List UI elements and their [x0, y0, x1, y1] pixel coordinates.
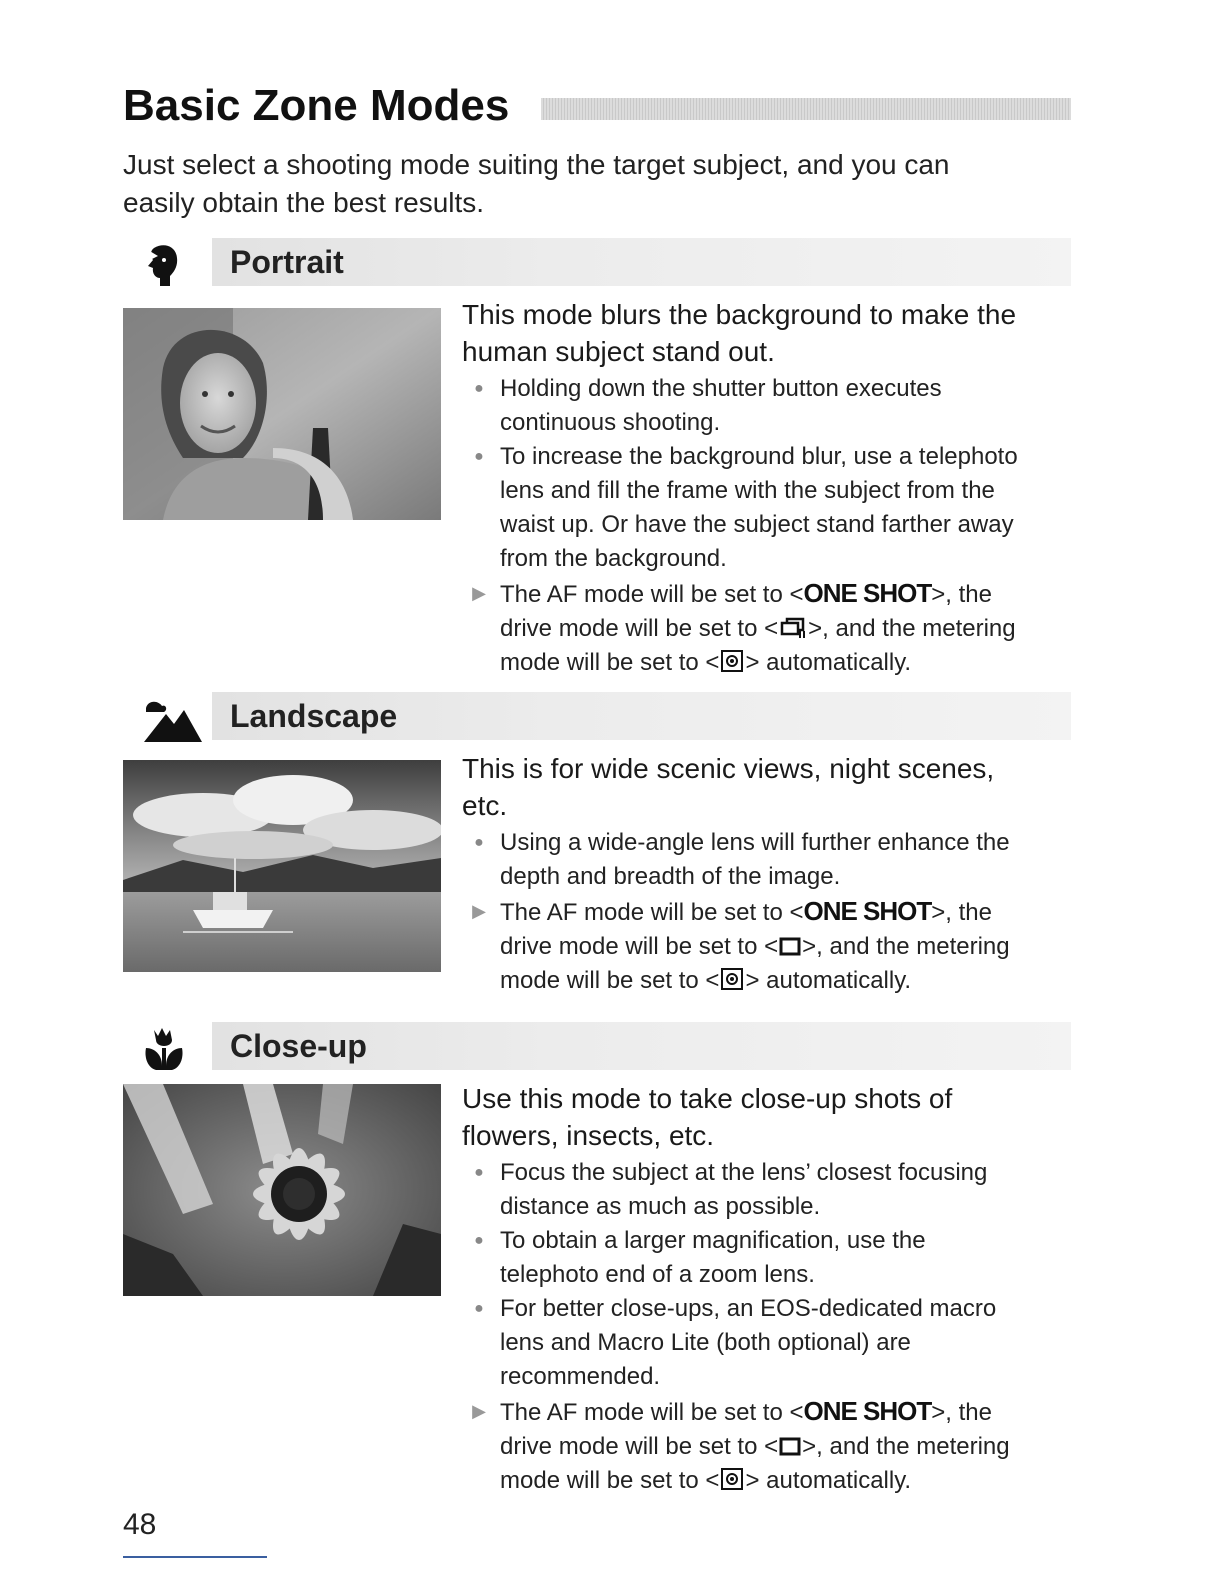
portrait-section-header	[140, 238, 1071, 288]
portrait-lead	[462, 296, 1072, 370]
bullet-line: To increase the background blur, use a telephoto	[500, 443, 1018, 470]
bullet-item	[462, 1292, 1072, 1394]
bullet-line: To obtain a larger magnification, use the	[500, 1227, 926, 1254]
bullet-line: depth and breadth of the image.	[500, 863, 841, 890]
af-mode-value: ONE SHOT	[803, 896, 932, 926]
bullet-line: The AF mode will be set to <ONE SHOT>, the	[500, 896, 992, 926]
lead-line: This is for wide scenic views, night scenes,	[462, 753, 995, 784]
lead-line: This mode blurs the background to make the	[462, 299, 1017, 330]
bullet-item	[462, 1224, 1072, 1292]
bullet-line: mode will be set to < > automatically.	[500, 1467, 912, 1494]
landscape-sample-photo	[123, 760, 441, 972]
bullet-line: drive mode will be set to < >, and the metering	[500, 1433, 1010, 1460]
bullet-line: mode will be set to < > automatically.	[500, 649, 912, 676]
bullet-icon: ●	[474, 448, 484, 465]
bullet-icon: ●	[474, 1300, 484, 1317]
af-mode-value: ONE SHOT	[803, 1396, 932, 1426]
closeup-mode-icon	[140, 1026, 202, 1070]
bullet-line: lens and fill the frame with the subject from the	[500, 477, 995, 504]
landscape-heading-bar	[212, 692, 1071, 740]
closeup-section-header	[140, 1022, 1071, 1072]
bullet-line: Focus the subject at the lens’ closest focusing	[500, 1159, 988, 1186]
intro-text	[123, 146, 1063, 222]
closeup-heading-bar	[212, 1022, 1071, 1070]
bullet-icon: ●	[474, 1232, 484, 1249]
bullet-line: from the background.	[500, 545, 727, 572]
portrait-heading: Portrait	[230, 244, 344, 280]
single-shooting-icon	[779, 937, 801, 957]
bullet-item	[462, 1156, 1072, 1224]
bullet-item	[462, 440, 1072, 576]
bullet-item	[462, 826, 1072, 894]
lead-line: Use this mode to take close-up shots of	[462, 1083, 953, 1114]
portrait-sample-photo	[123, 308, 441, 520]
page-title: Basic Zone Modes	[123, 81, 510, 130]
landscape-lead	[462, 750, 1072, 824]
closeup-sample-photo	[123, 1084, 441, 1296]
lead-line: flowers, insects, etc.	[462, 1120, 715, 1151]
bullet-line: Using a wide-angle lens will further enhance the	[500, 829, 1010, 856]
bullet-icon: ●	[474, 1164, 484, 1181]
auto-settings-item	[462, 576, 1072, 680]
intro-line: easily obtain the best results.	[123, 187, 485, 218]
page-header	[123, 80, 1071, 136]
bullet-line: continuous shooting.	[500, 409, 721, 436]
intro-line: Just select a shooting mode suiting the target subject, and you can	[123, 149, 950, 180]
landscape-description	[462, 750, 1072, 998]
closeup-heading: Close-up	[230, 1028, 367, 1064]
bullet-line: For better close-ups, an EOS-dedicated macro	[500, 1295, 997, 1322]
title-decoration-bar	[541, 98, 1071, 120]
closeup-lead	[462, 1080, 1072, 1154]
landscape-mode-icon	[140, 696, 202, 740]
auto-settings-item	[462, 1394, 1072, 1498]
bullet-item	[462, 372, 1072, 440]
arrow-bullet-icon: ▶	[472, 583, 486, 603]
bullet-line: The AF mode will be set to <ONE SHOT>, the	[500, 1396, 992, 1426]
bullet-line: drive mode will be set to < >, and the metering	[500, 615, 1016, 642]
bullet-line: distance as much as possible.	[500, 1193, 821, 1220]
portrait-mode-icon	[140, 242, 202, 286]
closeup-description	[462, 1080, 1072, 1498]
evaluative-metering-icon	[720, 1467, 744, 1491]
af-mode-value: ONE SHOT	[803, 578, 932, 608]
arrow-bullet-icon: ▶	[472, 1401, 486, 1421]
auto-settings-item	[462, 894, 1072, 998]
bullet-line: lens and Macro Lite (both optional) are	[500, 1329, 911, 1356]
bullet-line: telephoto end of a zoom lens.	[500, 1261, 815, 1288]
bullet-icon: ●	[474, 380, 484, 397]
bullet-line: mode will be set to < > automatically.	[500, 967, 912, 994]
portrait-description	[462, 296, 1072, 680]
continuous-shooting-icon	[779, 617, 807, 639]
landscape-heading: Landscape	[230, 698, 398, 734]
bullet-line: recommended.	[500, 1363, 661, 1390]
arrow-bullet-icon: ▶	[472, 901, 486, 921]
bullet-line: drive mode will be set to < >, and the metering	[500, 933, 1010, 960]
landscape-section-header	[140, 692, 1071, 742]
page-number: 48	[123, 1508, 157, 1541]
evaluative-metering-icon	[720, 649, 744, 673]
bullet-line: The AF mode will be set to <ONE SHOT>, the	[500, 578, 992, 608]
bullet-icon: ●	[474, 834, 484, 851]
single-shooting-icon	[779, 1437, 801, 1457]
lead-line: etc.	[462, 790, 508, 821]
evaluative-metering-icon	[720, 967, 744, 991]
portrait-heading-bar	[212, 238, 1071, 286]
bullet-line: waist up. Or have the subject stand farther away	[500, 511, 1014, 538]
bullet-line: Holding down the shutter button executes	[500, 375, 942, 402]
lead-line: human subject stand out.	[462, 336, 775, 367]
page-footer-rule	[123, 1556, 267, 1558]
